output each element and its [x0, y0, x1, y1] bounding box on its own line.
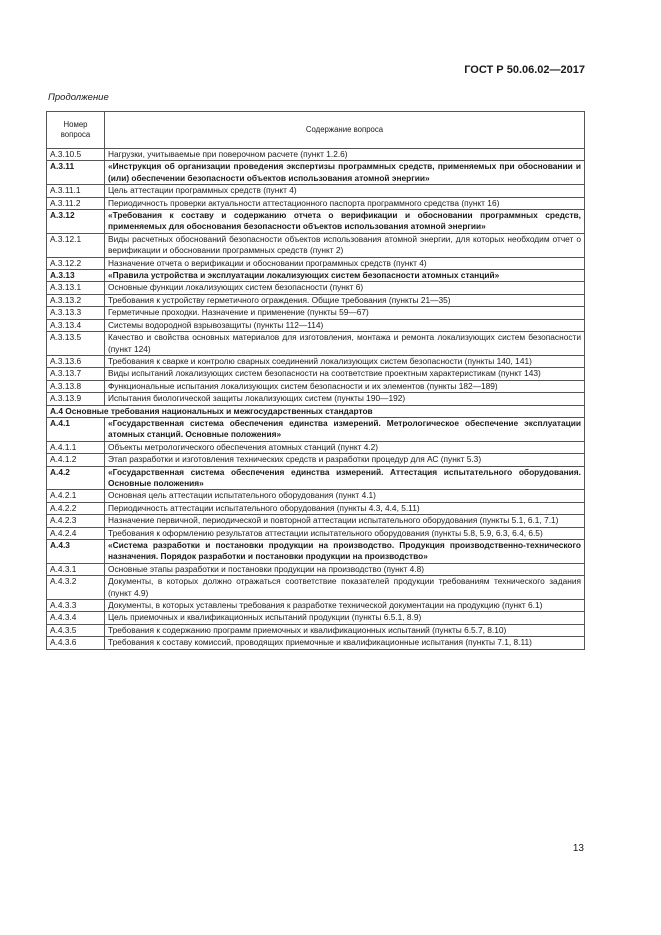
question-number: А.3.13.5 [47, 332, 105, 356]
question-content: «Система разработки и постановки продукции на производство. Продукция производственно-технического назначения. Порядок разработки и постановки продукции на производство» [105, 540, 585, 564]
question-number: А.3.13.2 [47, 294, 105, 306]
table-row [47, 332, 585, 356]
question-content: «Государственная система обеспечения единства измерений. Аттестация испытательного оборудования. Основные положения» [105, 466, 585, 490]
question-number: А.3.13 [47, 270, 105, 282]
question-number: А.3.13.9 [47, 393, 105, 405]
table-row [47, 405, 585, 417]
column-header-number: Номер вопроса [47, 112, 105, 149]
question-number: А.4.3.6 [47, 637, 105, 649]
question-content: «Инструкция об организации проведения экспертизы программных средств, применяемых при обосновании и (или) обеспечении безопасности объектов использования атомной энергии» [105, 161, 585, 185]
question-content: «Требования к составу и содержанию отчета о верификации и обосновании программных средств, применяемых для обоснования безопасности объектов использования атомной энергии» [105, 210, 585, 234]
question-number: А.4.3.1 [47, 563, 105, 575]
question-number: А.4.3.3 [47, 600, 105, 612]
question-content: Функциональные испытания локализующих систем безопасности и их элементов (пункты 182—189) [105, 380, 585, 392]
continuation-label: Продолжение [48, 92, 109, 103]
question-number: А.4.2.2 [47, 502, 105, 514]
table-row [47, 307, 585, 319]
table-row [47, 319, 585, 331]
table-row [47, 502, 585, 514]
question-number: А.3.13.1 [47, 282, 105, 294]
question-content: Испытания биологической защиты локализующих систем (пункты 190—192) [105, 393, 585, 405]
question-number: А.4.2 [47, 466, 105, 490]
table-row [47, 624, 585, 636]
question-content: Периодичность проверки актуальности аттестационного паспорта программного средства (пункт 16) [105, 197, 585, 209]
table-row [47, 282, 585, 294]
table-row [47, 393, 585, 405]
table-row [47, 515, 585, 527]
table-row [47, 563, 585, 575]
question-content: Назначение первичной, периодической и повторной аттестации испытательного оборудования (пункты 5.1, 6.1, 7.1) [105, 515, 585, 527]
table-row [47, 197, 585, 209]
table-row [47, 441, 585, 453]
question-content: Основные этапы разработки и постановки продукции на производство (пункт 4.8) [105, 563, 585, 575]
questions-table [46, 111, 585, 650]
question-content: Документы, в которых должно отражаться соответствие показателей продукции требованиям технического задания (пункт 4.9) [105, 576, 585, 600]
question-number: А.3.11 [47, 161, 105, 185]
table-body [47, 149, 585, 650]
question-number: А.3.11.2 [47, 197, 105, 209]
question-content: Герметичные проходки. Назначение и применение (пункты 59—67) [105, 307, 585, 319]
question-number: А.3.12 [47, 210, 105, 234]
table-header-row [47, 112, 585, 149]
table-row [47, 380, 585, 392]
table-row [47, 161, 585, 185]
table-row [47, 257, 585, 269]
section-heading: А.4 Основные требования национальных и межгосударственных стандартов [47, 405, 585, 417]
question-content: Периодичность аттестации испытательного оборудования (пункты 4.3, 4.4, 5.11) [105, 502, 585, 514]
question-number: А.3.13.3 [47, 307, 105, 319]
table-row [47, 417, 585, 441]
table-row [47, 612, 585, 624]
table-row [47, 466, 585, 490]
table-row [47, 490, 585, 502]
question-content: Требования к оформлению результатов аттестации испытательного оборудования (пункты 5.8, 5.9, 6.3, 6.4, 6.5) [105, 527, 585, 539]
question-number: А.3.13.6 [47, 355, 105, 367]
document-code: ГОСТ Р 50.06.02—2017 [464, 64, 585, 76]
question-number: А.4.3.4 [47, 612, 105, 624]
question-content: Виды расчетных обоснований безопасности объектов использования атомной энергии, для которых необходим отчет о верификации и обосновании программных средств (пункт 2) [105, 233, 585, 257]
question-content: Этап разработки и изготовления технических средств и разработки процедур для АС (пункт 5.3) [105, 454, 585, 466]
table-row [47, 233, 585, 257]
question-content: Требования к сварке и контролю сварных соединений локализующих систем безопасности (пункты 140, 141) [105, 355, 585, 367]
question-number: А.3.10.5 [47, 149, 105, 161]
question-content: «Правила устройства и эксплуатации локализующих систем безопасности атомных станций» [105, 270, 585, 282]
question-content: Требования к составу комиссий, проводящих приемочные и квалификационные испытания (пункты 7.1, 8.11) [105, 637, 585, 649]
question-number: А.3.13.8 [47, 380, 105, 392]
question-content: Требования к устройству герметичного ограждения. Общие требования (пункты 21—35) [105, 294, 585, 306]
table-row [47, 454, 585, 466]
question-number: А.4.1.1 [47, 441, 105, 453]
question-number: А.4.2.3 [47, 515, 105, 527]
question-number: А.3.13.7 [47, 368, 105, 380]
question-number: А.3.12.2 [47, 257, 105, 269]
question-content: Назначение отчета о верификации и обосновании программных средств (пункт 4) [105, 257, 585, 269]
question-number: А.4.2.4 [47, 527, 105, 539]
column-header-content: Содержание вопроса [105, 112, 585, 149]
question-content: Документы, в которых уставлены требования к разработке технической документации на продукцию (пункт 6.1) [105, 600, 585, 612]
page-number: 13 [572, 843, 584, 854]
question-number: А.4.3.2 [47, 576, 105, 600]
table-row [47, 576, 585, 600]
question-content: Требования к содержанию программ приемочных и квалификационных испытаний (пункты 6.5.7, 8.10) [105, 624, 585, 636]
question-number: А.3.11.1 [47, 185, 105, 197]
question-number: А.4.3 [47, 540, 105, 564]
question-number: А.4.2.1 [47, 490, 105, 502]
table-row [47, 149, 585, 161]
question-content: «Государственная система обеспечения единства измерений. Метрологическое обеспечение эксплуатации атомных станций. Основные положения» [105, 417, 585, 441]
table-row [47, 210, 585, 234]
question-content: Объекты метрологического обеспечения атомных станций (пункт 4.2) [105, 441, 585, 453]
table-row [47, 637, 585, 649]
question-content: Основная цель аттестации испытательного оборудования (пункт 4.1) [105, 490, 585, 502]
question-number: А.4.3.5 [47, 624, 105, 636]
question-content: Цель аттестации программных средств (пункт 4) [105, 185, 585, 197]
question-number: А.4.1 [47, 417, 105, 441]
table-row [47, 185, 585, 197]
question-content: Цель приемочных и квалификационных испытаний продукции (пункты 6.5.1, 8.9) [105, 612, 585, 624]
table-row [47, 270, 585, 282]
question-number: А.3.12.1 [47, 233, 105, 257]
question-number: А.3.13.4 [47, 319, 105, 331]
table-row [47, 294, 585, 306]
question-content: Системы водородной взрывозащиты (пункты 112—114) [105, 319, 585, 331]
table-row [47, 527, 585, 539]
question-content: Нагрузки, учитываемые при поверочном расчете (пункт 1.2.6) [105, 149, 585, 161]
question-content: Виды испытаний локализующих систем безопасности на соответствие проектным характеристикам (пункт 143) [105, 368, 585, 380]
table-row [47, 355, 585, 367]
table-row [47, 540, 585, 564]
table-row [47, 368, 585, 380]
question-number: А.4.1.2 [47, 454, 105, 466]
question-content: Качество и свойства основных материалов для изготовления, монтажа и ремонта локализующих систем безопасности (пункт 124) [105, 332, 585, 356]
question-content: Основные функции локализующих систем безопасности (пункт 6) [105, 282, 585, 294]
table-row [47, 600, 585, 612]
